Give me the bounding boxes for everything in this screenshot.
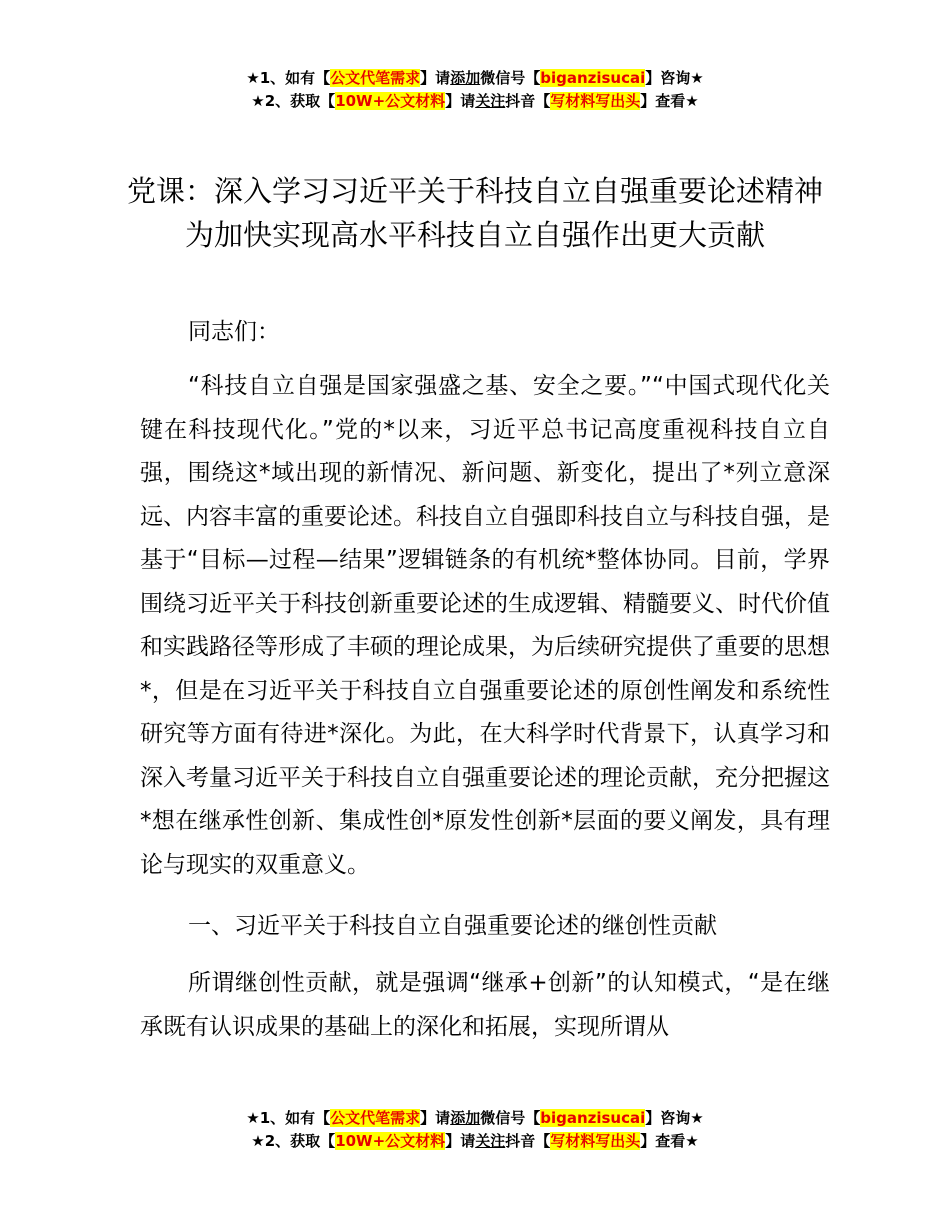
banner-text: 】查看★ — [640, 92, 699, 110]
document-body — [140, 313, 830, 1049]
banner-line-2 — [0, 1130, 950, 1153]
body-paragraph: 所谓继创性贡献，就是强调“继承+创新”的认知模式，“是在继承既有认识成果的基础上的深化和拓展，实现所谓从 — [140, 970, 830, 1040]
banner-highlight: biganzisucai — [540, 69, 646, 87]
banner-text: 】请 — [445, 1132, 476, 1150]
banner-text: ★2、获取【 — [251, 1132, 336, 1150]
banner-text: 微信号【 — [480, 1109, 541, 1127]
header-banner — [0, 67, 950, 113]
banner-highlight: 公文代笔需求 — [330, 1109, 421, 1127]
salutation: 同志们： — [188, 319, 280, 345]
banner-text: 】请 — [420, 69, 451, 87]
banner-text: 】查看★ — [640, 1132, 699, 1150]
banner-text: ★1、如有【 — [246, 69, 331, 87]
banner-line-1 — [0, 1107, 950, 1130]
banner-line-1 — [0, 67, 950, 90]
banner-highlight: 写材料写出头 — [550, 92, 641, 110]
banner-underlined: 关注 — [475, 92, 506, 110]
banner-text: 微信号【 — [480, 69, 541, 87]
banner-highlight: 10W+公文材料 — [335, 1132, 446, 1150]
section-heading: 一、习近平关于科技自立自强重要论述的继创性贡献 — [188, 913, 717, 939]
body-paragraph: “科技自立自强是国家强盛之基、安全之要。”“中国式现代化关键在科技现代化。”党的*以来，习近平总书记高度重视科技自立自强，围绕这*域出现的新情况、新问题、新变化，提出了*列立意深远、内容丰富的重要论述。科技自立自强即科技自立与科技自强，是基于“目标—过程—结果”逻辑链条的有机统*整体协同。目前，学界围绕习近平关于科技创新重要论述的生成逻辑、精髓要义、时代价值和实践路径等形成了丰硕的理论成果，为后续研究提供了重要的思想*，但是在习近平关于科技自立自强重要论述的原创性阐发和系统性研究等方面有待进*深化。为此，在大科学时代背景下，认真学习和深入考量习近平关于科技自立自强重要论述的理论贡献，充分把握这*想在继承性创新、集成性创*原发性创新*层面的要义阐发，具有理论与现实的双重意义。 — [140, 373, 830, 878]
banner-text: ★1、如有【 — [246, 1109, 331, 1127]
banner-highlight: biganzisucai — [540, 1109, 646, 1127]
banner-text: 】请 — [445, 92, 476, 110]
banner-text: 抖音【 — [505, 92, 551, 110]
banner-text: 抖音【 — [505, 1132, 551, 1150]
document-title: 党课：深入学习习近平关于科技自立自强重要论述精神为加快实现高水平科技自立自强作出更大贡献 — [126, 174, 823, 252]
banner-highlight: 写材料写出头 — [550, 1132, 641, 1150]
footer-banner — [0, 1107, 950, 1153]
banner-line-2 — [0, 90, 950, 113]
banner-underlined: 关注 — [475, 1132, 506, 1150]
banner-underlined: 添加 — [450, 69, 481, 87]
banner-text: ★2、获取【 — [251, 92, 336, 110]
banner-highlight: 公文代笔需求 — [330, 69, 421, 87]
banner-underlined: 添加 — [450, 1109, 481, 1127]
banner-text: 】咨询★ — [645, 69, 704, 87]
banner-text: 】请 — [420, 1109, 451, 1127]
banner-highlight: 10W+公文材料 — [335, 92, 446, 110]
banner-text: 】咨询★ — [645, 1109, 704, 1127]
